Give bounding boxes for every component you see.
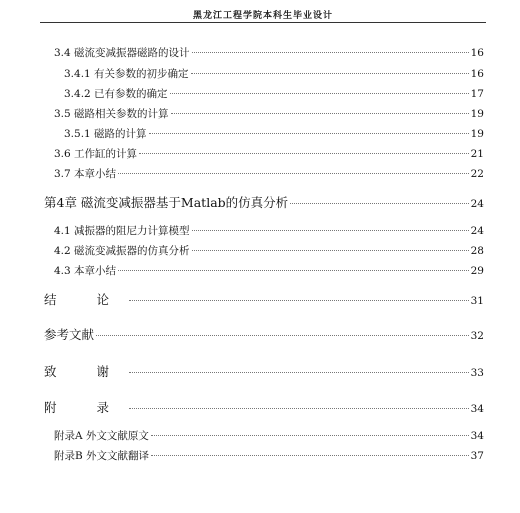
toc-entry-acknowledgements[interactable] <box>44 362 484 380</box>
toc-entry-3-4[interactable] <box>54 45 484 60</box>
toc-page-number: 37 <box>470 450 484 462</box>
toc-entry-3-4-2[interactable] <box>64 86 484 101</box>
toc-entry-label: 3.7 本章小结 <box>54 168 117 180</box>
toc-page-number: 19 <box>470 108 484 120</box>
toc-entry-3-5-1[interactable] <box>64 126 484 141</box>
toc-page-number: 24 <box>470 225 484 237</box>
toc-entry-label: 3.4.2 已有参数的确定 <box>64 88 168 100</box>
toc-leader-dots <box>151 455 469 456</box>
toc-leader-dots <box>192 52 469 53</box>
toc-leader-dots <box>129 408 469 409</box>
toc-entry-appendix-b[interactable] <box>54 448 484 463</box>
toc-entry-label: 4.3 本章小结 <box>54 265 117 277</box>
toc-entry-3-7[interactable] <box>54 166 484 181</box>
toc-entry-3-5[interactable] <box>54 106 484 121</box>
toc-leader-dots <box>96 335 469 336</box>
toc-leader-dots <box>170 93 469 94</box>
toc-entry-appendix[interactable] <box>44 398 484 416</box>
toc-page-number: 34 <box>470 430 484 442</box>
toc-entry-appendix-a[interactable] <box>54 428 484 443</box>
toc-page-number: 29 <box>470 265 484 277</box>
toc-entry-label: 附 录 <box>44 400 127 415</box>
toc-entry-label: 参考文献 <box>44 327 95 342</box>
toc-page-number: 24 <box>470 198 484 210</box>
toc-entry-label: 4.1 减振器的阻尼力计算模型 <box>54 225 190 237</box>
toc-entry-conclusion[interactable] <box>44 290 484 308</box>
toc-page-number: 33 <box>470 367 484 379</box>
toc-entry-3-4-1[interactable] <box>64 66 484 81</box>
toc-entry-label: 致 谢 <box>44 364 127 379</box>
toc-page-number: 28 <box>470 245 484 257</box>
toc-entry-label: 结 论 <box>44 292 127 307</box>
toc-entry-4-2[interactable] <box>54 243 484 258</box>
toc-leader-dots <box>118 270 469 271</box>
header-rule <box>40 22 486 23</box>
toc-entry-4-1[interactable] <box>54 223 484 238</box>
toc-leader-dots <box>118 173 469 174</box>
toc-leader-dots <box>290 203 468 204</box>
toc-leader-dots <box>149 133 469 134</box>
toc-leader-dots <box>129 300 469 301</box>
toc-entry-chapter-4[interactable] <box>44 193 484 211</box>
toc-page-number: 31 <box>470 295 484 307</box>
toc-leader-dots <box>139 153 469 154</box>
toc-entry-label: 第4章 磁流变减振器基于Matlab的仿真分析 <box>44 195 289 210</box>
toc-page-number: 19 <box>470 128 484 140</box>
toc-leader-dots <box>192 250 469 251</box>
toc-page-number: 17 <box>470 88 484 100</box>
toc-page-number: 16 <box>470 68 484 80</box>
toc-leader-dots <box>171 113 469 114</box>
toc-entry-label: 3.5 磁路相关参数的计算 <box>54 108 169 120</box>
toc-entry-label: 4.2 磁流变减振器的仿真分析 <box>54 245 190 257</box>
toc-page-number: 32 <box>470 330 484 342</box>
toc-entry-label: 附录A 外文文献原文 <box>54 430 149 442</box>
toc-entry-3-6[interactable] <box>54 146 484 161</box>
toc-page-number: 16 <box>470 47 484 59</box>
toc-entry-label: 3.4 磁流变减振器磁路的设计 <box>54 47 190 59</box>
toc-entry-label: 3.5.1 磁路的计算 <box>64 128 147 140</box>
toc-leader-dots <box>129 372 469 373</box>
toc-leader-dots <box>191 73 469 74</box>
toc-leader-dots <box>151 435 469 436</box>
page-header: 黑龙江工程学院本科生毕业设计 <box>192 11 333 21</box>
toc-entry-label: 3.6 工作缸的计算 <box>54 148 138 160</box>
toc-entry-label: 3.4.1 有关参数的初步确定 <box>64 68 189 80</box>
toc-entry-label: 附录B 外文文献翻译 <box>54 450 150 462</box>
toc-page-number: 34 <box>470 403 484 415</box>
toc-page-number: 22 <box>470 168 484 180</box>
toc-page-number: 21 <box>470 148 484 160</box>
toc-leader-dots <box>192 230 469 231</box>
toc-entry-4-3[interactable] <box>54 263 484 278</box>
toc-entry-references[interactable] <box>44 325 484 343</box>
